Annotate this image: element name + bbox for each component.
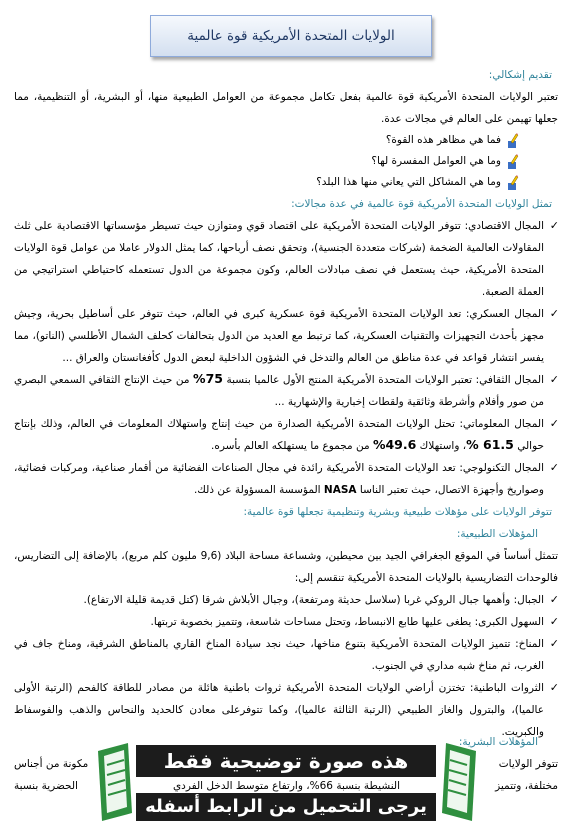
item-text: يطغى عليها طابع الانبساط، وتحتل مساحات شاسعة، وتتميز بخصوبة تربتها.	[150, 616, 472, 628]
power-list	[14, 215, 560, 501]
item-text: تعتبر الولايات المتحدة الأمريكية المنتج الأول عالميا بنسبة	[226, 374, 473, 386]
item-label: المجال الاقتصادي:	[464, 220, 544, 232]
checkmark-icon: ✓	[549, 615, 559, 628]
item-text: تتوفر الولايات المتحدة الأمريكية على اقتصاد قوي ومتوازن حيث تسيطر مؤسساتها الاقتصادية على ثلث المقاولات العالمية الضخمة (شركات متعددة الجنسية)، وتحقق نصف أرباحها، كما يمثل الدولار عاملا من عوامل قوة الولايات المتحدة الأمريكية، حيث يستعمل في نصف مبادلات العالم، وكون مجموعة من الدول تستعمله كاحتياطي استراتيجي من العملة الصعبة.	[14, 220, 544, 298]
question-text: وما هي المشاكل التي يعاني منها هذا البلد؟	[316, 176, 501, 188]
item-text: تعد الولايات المتحدة الأمريكية رائدة في مجال الصناعات الفضائية من أقمار صناعية، ومركبات فضائية، وصواريخ وأجهزة الاتصال، حيث تعتبر الناسا	[14, 462, 544, 496]
list-item-mountains	[14, 589, 560, 611]
item-label: المجال العسكري:	[465, 308, 544, 320]
page-title: الولايات المتحدة الأمريكية قوة عالمية	[187, 28, 395, 44]
watermark-line-2: يرجى التحميل من الرابط أسفله	[136, 793, 436, 821]
item-text-end: من مجموع ما يستهلكه العالم بأسره.	[210, 440, 370, 452]
item-label: المجال التكنولوجي:	[459, 462, 544, 474]
checkmark-icon: ✓	[549, 593, 559, 606]
checkmark-icon: ✓	[549, 637, 559, 650]
item-label: الجبال:	[513, 594, 544, 606]
item-text: تختزن أراضي الولايات المتحدة الأمريكية ثروات باطنية هائلة من مصادر للطاقة كالفحم (الرتبة الأولى عالميا)، والبترول والغاز الطبيعي (الرتبة الثالثة عالميا)، وكما تتوفرعلى معادن كالحديد والنحاس والذهب والفوسفاط والكبريت.	[14, 682, 544, 738]
list-item-technology	[14, 457, 560, 501]
text-fragment: الحضرية بنسبة	[14, 780, 78, 792]
checkmark-icon: ✓	[549, 307, 559, 320]
list-item-cultural	[14, 369, 560, 413]
item-label: المجال الثقافي:	[475, 374, 544, 386]
watermark-banner	[92, 741, 482, 823]
list-item-economic	[14, 215, 560, 303]
item-text-end: من حيث الإنتاج الثقافي السمعي البصري من صور وأفلام وأشرطة وثائقية ولقطات إخبارية والإشهارية ...	[14, 374, 544, 408]
consumption-value: 49.6%	[372, 437, 417, 452]
text-fragment: مكونة من أجناس	[14, 758, 89, 770]
text-fragment: مختلفة، وتتميز	[495, 780, 558, 792]
item-label: المجال المعلوماتي:	[459, 418, 544, 430]
book-logo-icon	[436, 741, 482, 823]
list-item-plains	[14, 611, 560, 633]
item-label: السهول الكبرى:	[474, 616, 544, 628]
checkmark-icon: ✓	[549, 681, 559, 694]
title-box	[150, 15, 432, 57]
item-text: تتميز الولايات المتحدة الأمريكية بتنوع مناخها، حيث نجد سيادة المناخ القاري بالمناطق الشرقية، ومناخ جاف في الغرب، ثم مناخ شبه مداري في الجنوب.	[14, 638, 544, 672]
item-text-mid: ، واستهلاك	[419, 440, 467, 452]
text-fragment: تتوفر الولايات	[498, 758, 558, 770]
list-item-military	[14, 303, 560, 369]
natural-list	[14, 589, 560, 743]
item-text: تحتل الولايات المتحدة الأمريكية الصدارة من حيث إنتاج واستهلاك المعلومات في العالم، وذلك بإنتاج حوالي	[14, 418, 544, 452]
item-text: وأهمها جبال الروكي غربا (سلاسل حديثة ومرتفعة)، وجبال الأبلاش شرقا (كتل قديمة قليلة الارتفاع).	[83, 594, 511, 606]
item-label: المناخ:	[515, 638, 544, 650]
list-item-climate	[14, 633, 560, 677]
list-item-information	[14, 413, 560, 457]
intro-heading: تقديم إشكالي:	[488, 69, 552, 81]
pencil-icon	[506, 154, 520, 170]
question-item	[14, 130, 560, 151]
question-item	[14, 151, 560, 172]
checkmark-icon: ✓	[549, 219, 559, 232]
item-text-end: المؤسسة المسؤولة عن ذلك.	[193, 484, 321, 496]
agency-acronym: NASA	[323, 484, 357, 496]
natural-heading: المؤهلات الطبيعية:	[456, 528, 538, 540]
power-heading: تمثل الولايات المتحدة الأمريكية قوة عالمية في عدة مجالات:	[291, 198, 552, 210]
intro-paragraph: تعتبر الولايات المتحدة الأمريكية قوة عالمية بفعل تكامل مجموعة من العوامل الطبيعية منها، أو البشرية، أو التنظيمية، مما جعلها تهيمن على العالم في مجالات عدة.	[14, 91, 558, 125]
question-list	[14, 130, 560, 193]
text-fragment: النشيطة بنسبة 66%، وارتفاع متوسط الدخل الفردي	[172, 780, 400, 792]
checkmark-icon: ✓	[549, 373, 559, 386]
question-text: فما هي مظاهر هذه القوة؟	[385, 134, 501, 146]
question-item	[14, 172, 560, 193]
pencil-icon	[506, 133, 520, 149]
item-text: تعد الولايات المتحدة الأمريكية قوة عسكرية كبرى في العالم، حيث تتوفر على أساطيل بحرية، وجيش مجهز بأحدث التجهيزات والتقنيات العسكرية، كما ترتبط مع العديد من الدول بتحالفات كحلف الشمال الأطلسي (الناتو)، مما يفسر انتشار قواعد في عدة مناطق من العالم والتدخل في الشؤون الداخلية لبعض الدول كأفغانستان والعراق ...	[14, 308, 544, 364]
item-label: الثروات الباطنية:	[469, 682, 544, 694]
qualifications-heading: تتوفر الولايات على مؤهلات طبيعية وبشرية وتنظيمية تجعلها قوة عالمية:	[243, 506, 552, 518]
document-body	[14, 64, 560, 738]
human-heading: المؤهلات البشرية:	[458, 736, 538, 748]
book-logo-icon	[92, 741, 138, 823]
checkmark-icon: ✓	[549, 417, 559, 430]
cultural-share-value: 75%	[193, 371, 223, 386]
question-text: وما هي العوامل المفسرة لها؟	[371, 155, 501, 167]
natural-paragraph: تتمثل أساساً في الموقع الجغرافي الجيد بين محيطين، وشساعة مساحة البلاد (9,6 مليون كلم مربع)، بالإضافة إلى التضاريس، فالوحدات التضاريسية بالولايات المتحدة الأمريكية تنقسم إلى:	[14, 550, 558, 584]
production-value: 61.5 %	[466, 437, 514, 452]
pencil-icon	[506, 175, 520, 191]
watermark-line-1: هذه صورة توضيحية فقط	[136, 745, 436, 777]
checkmark-icon: ✓	[549, 461, 559, 474]
